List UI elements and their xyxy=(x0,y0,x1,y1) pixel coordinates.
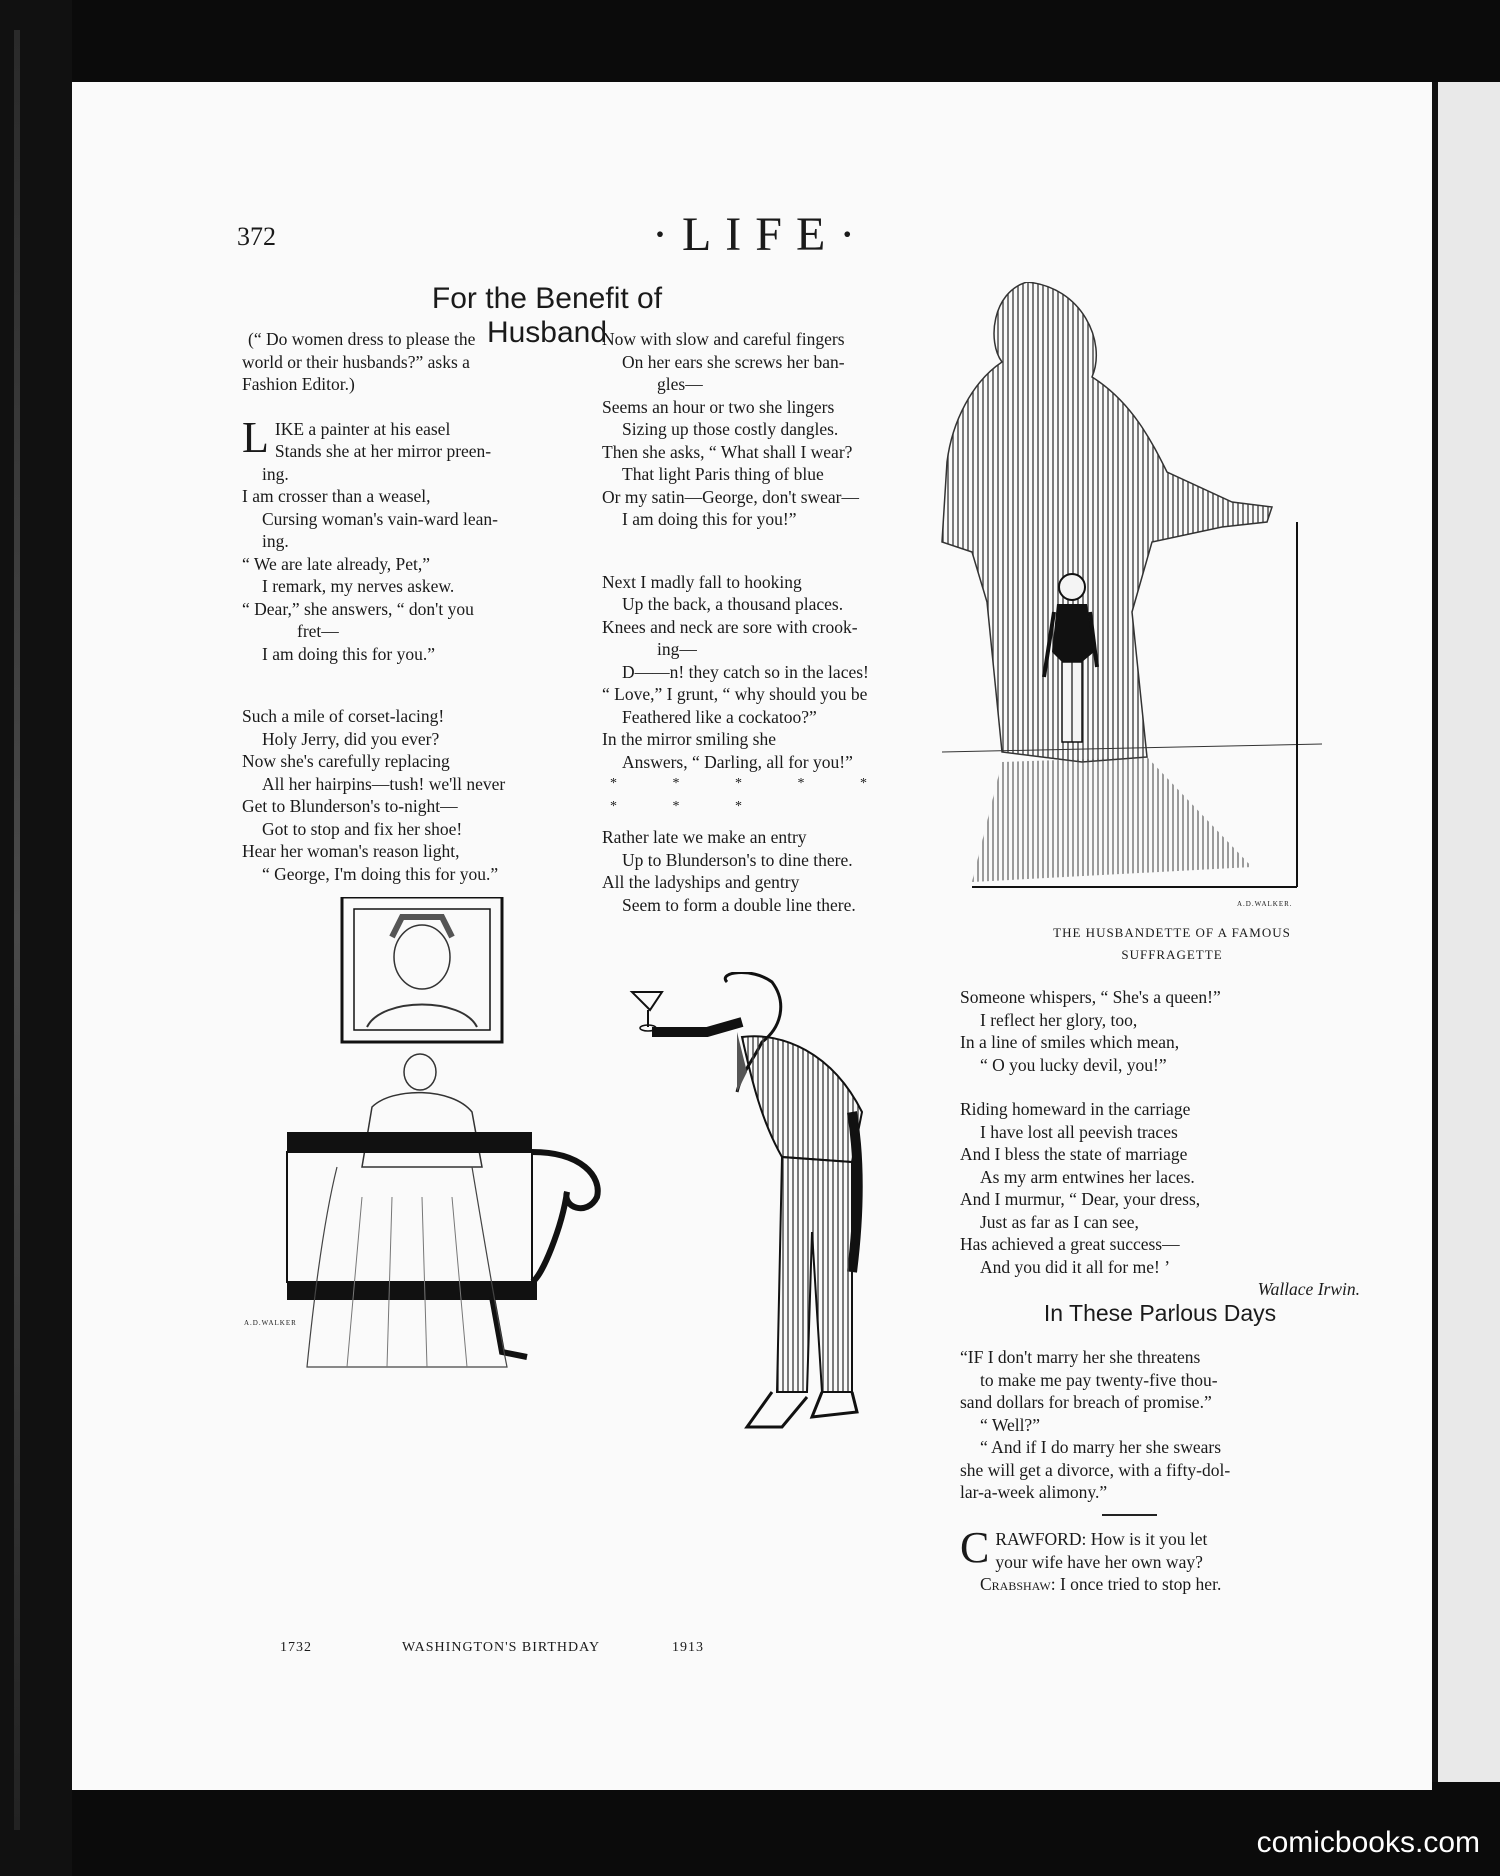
verse-line: “ O you lucky devil, you!” xyxy=(980,1054,1167,1075)
prose-line: to make me pay twenty-five thou- xyxy=(980,1369,1218,1390)
verse-line: In a line of smiles which mean, xyxy=(960,1032,1180,1052)
caption-line: SUFFRAGETTE xyxy=(1121,947,1223,962)
prose-line: “ Well?” xyxy=(980,1414,1040,1435)
artist-signature: A.D.WALKER xyxy=(244,1319,297,1327)
verse-line: All her hairpins—tush! we'll never xyxy=(262,773,506,794)
crawford-joke xyxy=(960,1523,1360,1596)
artist-signature: A.D.WALKER. xyxy=(1237,900,1293,908)
verse-line: Seems an hour or two she lingers xyxy=(602,396,835,417)
masthead: ·LIFE· xyxy=(652,208,870,261)
joke-line: RAWFORD: How is it you let xyxy=(995,1529,1208,1549)
verse-line: IKE a painter at his easel xyxy=(274,418,451,439)
verse-line: fret— xyxy=(297,621,339,641)
verse-line: I remark, my nerves askew. xyxy=(262,576,455,596)
verse-line: Someone whispers, “ She's a queen!” xyxy=(960,987,1221,1007)
verse-line: Get to Blunderson's to-night— xyxy=(242,796,458,816)
verse-line: That light Paris thing of blue xyxy=(622,464,824,484)
prose-line: “ And if I do marry her she swears xyxy=(980,1437,1222,1457)
verse-line: ing. xyxy=(262,463,289,484)
parlous-title: In These Parlous Days xyxy=(1043,1300,1277,1326)
verse-line: Has achieved a great success— xyxy=(960,1234,1180,1254)
verse-line: Now with slow and careful fingers xyxy=(602,329,845,349)
suffragette-shadow-illustration xyxy=(932,282,1452,902)
verse-line: “ We are late already, Pet,” xyxy=(242,553,431,574)
verse-line: I am crosser than a weasel, xyxy=(242,486,431,506)
scan-border-left xyxy=(0,0,72,1876)
verse-line: Next I madly fall to hooking xyxy=(602,571,802,592)
verse-line: ing. xyxy=(262,531,289,551)
intro-line: world or their husbands?” asks a xyxy=(242,351,470,372)
verse-line: “ Dear,” she answers, “ don't you xyxy=(242,598,474,619)
verse-line: Riding homeward in the carriage xyxy=(960,1099,1191,1119)
author-signature: Wallace Irwin. xyxy=(1257,1279,1360,1299)
verse-line: Answers, “ Darling, all for you!” xyxy=(622,751,853,772)
verse-line: Got to stop and fix her shoe! xyxy=(262,818,463,839)
verse-line: And I murmur, “ Dear, your dress, xyxy=(960,1189,1201,1209)
uncle-sam-toast-illustration xyxy=(612,972,942,1442)
verse-line: Then she asks, “ What shall I wear? xyxy=(602,441,853,462)
site-watermark: comicbooks.com xyxy=(1256,1826,1480,1859)
verse-line: “ Love,” I grunt, “ why should you be xyxy=(602,684,868,704)
magazine-page xyxy=(72,82,1432,1790)
verse-line: And I bless the state of marriage xyxy=(960,1144,1188,1164)
separator-rule xyxy=(1102,1514,1157,1516)
verse-line: Now she's carefully replacing xyxy=(242,751,450,771)
prose-line: she will get a divorce, with a fifty-dol- xyxy=(960,1459,1231,1480)
verse-line: ing— xyxy=(657,639,697,659)
verse-line: Up the back, a thousand places. xyxy=(622,594,844,614)
verse-line: I reflect her glory, too, xyxy=(980,1009,1138,1030)
verse-line: I am doing this for you!” xyxy=(622,509,797,529)
joke-line: I once tried to stop her. xyxy=(1055,1574,1222,1594)
parlous-text xyxy=(960,1346,1360,1504)
verse-line: Holy Jerry, did you ever? xyxy=(262,728,440,749)
verse-line: Or my satin—George, don't swear— xyxy=(602,486,860,507)
verse-line: Sizing up those costly dangles. xyxy=(622,419,839,439)
footer-year-left: 1732 xyxy=(280,1640,312,1655)
verse-line: “ George, I'm doing this for you.” xyxy=(262,863,499,884)
poem-column-2 xyxy=(602,328,942,916)
verse-line: All the ladyships and gentry xyxy=(602,872,800,892)
poem-column-1 xyxy=(242,328,577,885)
drop-cap: C xyxy=(960,1523,990,1572)
verse-line: On her ears she screws her ban- xyxy=(622,351,845,372)
verse-line: Feathered like a cockatoo?” xyxy=(622,706,817,727)
page-number: 372 xyxy=(237,222,276,251)
joke-line: your wife have her own way? xyxy=(995,1551,1203,1572)
illustration-caption xyxy=(952,922,1392,966)
verse-line: As my arm entwines her laces. xyxy=(980,1166,1195,1187)
prose-line: sand dollars for breach of promise.” xyxy=(960,1392,1212,1412)
section-break-stars: * * * * * * * * xyxy=(610,776,893,814)
verse-line: gles— xyxy=(657,374,703,394)
verse-line: Stands she at her mirror preen- xyxy=(274,441,492,461)
footer-year-right: 1913 xyxy=(672,1640,704,1655)
verse-line: And you did it all for me! ’ xyxy=(980,1256,1171,1277)
intro-line: Fashion Editor.) xyxy=(242,374,355,394)
verse-line: Up to Blunderson's to dine there. xyxy=(622,849,853,870)
poem-title: For the Benefit of Husband xyxy=(431,282,663,349)
verse-line: D——n! they catch so in the laces! xyxy=(622,661,869,682)
intro-line: (“ Do women dress to please the xyxy=(248,329,476,349)
drop-cap: L xyxy=(242,412,269,462)
verse-line: Hear her woman's reason light, xyxy=(242,841,460,861)
prose-line: lar-a-week alimony.” xyxy=(960,1482,1108,1502)
speaker-name: Crabshaw: xyxy=(980,1574,1056,1594)
verse-line: Such a mile of corset-lacing! xyxy=(242,706,445,726)
verse-line: I am doing this for you.” xyxy=(262,643,436,664)
caption-line: THE HUSBANDETTE OF A FAMOUS xyxy=(1053,925,1291,940)
poem-column-3 xyxy=(960,986,1360,1301)
verse-line: Knees and neck are sore with crook- xyxy=(602,616,858,637)
scan-edge xyxy=(14,30,20,1830)
verse-line: Rather late we make an entry xyxy=(602,827,807,847)
verse-line: In the mirror smiling she xyxy=(602,729,777,749)
verse-line: Seem to form a double line there. xyxy=(622,894,856,915)
verse-line: Just as far as I can see, xyxy=(980,1211,1139,1232)
footer-caption: WASHINGTON'S BIRTHDAY xyxy=(402,1640,601,1655)
verse-line: I have lost all peevish traces xyxy=(980,1121,1178,1142)
prose-line: “IF I don't marry her she threatens xyxy=(960,1347,1201,1367)
verse-line: Cursing woman's vain-ward lean- xyxy=(262,508,498,529)
